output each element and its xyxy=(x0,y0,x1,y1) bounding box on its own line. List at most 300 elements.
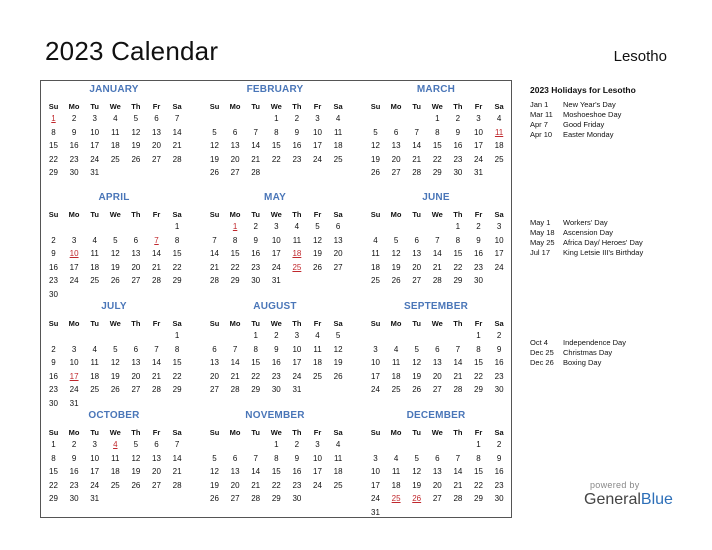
day-cell: 18 xyxy=(110,141,120,150)
day-cell: 10 xyxy=(313,127,322,137)
day-cell: 27 xyxy=(131,276,141,285)
day-cell: 13 xyxy=(152,453,161,463)
day-cell: 3 xyxy=(496,222,502,231)
day-cell: 7 xyxy=(174,114,180,123)
day-cell: 19 xyxy=(131,467,141,476)
day-cell: 5 xyxy=(315,222,320,231)
day-cell: 1 xyxy=(274,114,279,123)
day-cell: 26 xyxy=(210,494,219,503)
weekday-header: Mo xyxy=(68,102,80,111)
weekday-header: We xyxy=(109,102,121,111)
weekday-header: Mo xyxy=(229,102,241,111)
weekday-header: Th xyxy=(131,319,141,328)
day-cell: 8 xyxy=(476,453,481,463)
weekday-header: Sa xyxy=(333,428,343,437)
day-cell: 27 xyxy=(152,480,161,490)
day-cell: 15 xyxy=(453,249,463,258)
day-cell: 10 xyxy=(271,235,281,245)
day-cell: 5 xyxy=(393,235,399,245)
day-cell: 14 xyxy=(251,467,261,476)
day-cell: 12 xyxy=(313,235,322,245)
day-cell: 22 xyxy=(251,371,261,381)
day-cell: 17 xyxy=(474,141,483,150)
holiday-date: Oct 4 xyxy=(530,338,548,347)
day-cell: 15 xyxy=(474,358,483,367)
weekday-header: Tu xyxy=(90,102,99,111)
day-cell: 6 xyxy=(435,453,440,463)
day-cell: 21 xyxy=(230,371,240,381)
day-cell: 8 xyxy=(455,235,461,245)
weekday-header: Su xyxy=(370,319,381,328)
day-cell: 6 xyxy=(212,344,217,354)
day-cell: 24 xyxy=(371,494,380,503)
weekday-header: Fr xyxy=(313,319,322,328)
day-cell: 25 xyxy=(313,371,322,381)
day-cell: 29 xyxy=(230,276,240,285)
day-cell: 11 xyxy=(111,127,120,137)
holiday-date: May 18 xyxy=(530,228,555,237)
day-cell: 6 xyxy=(435,344,440,354)
day-cell: 21 xyxy=(453,371,463,381)
day-cell: 29 xyxy=(172,276,182,285)
day-cell: 15 xyxy=(172,249,182,258)
weekday-header: Sa xyxy=(494,210,504,219)
day-cell: 16 xyxy=(69,141,79,150)
day-cell: 25 xyxy=(494,154,504,164)
weekday-header: Su xyxy=(209,210,220,219)
day-cell: 25 xyxy=(90,276,100,285)
month-name: OCTOBER xyxy=(88,410,140,421)
day-cell: 6 xyxy=(133,235,139,245)
day-cell: 11 xyxy=(391,467,401,476)
day-cell: 3 xyxy=(92,440,97,449)
day-cell: 11 xyxy=(391,358,401,367)
day-cell: 20 xyxy=(333,249,343,258)
day-cell: 18 xyxy=(90,262,100,272)
day-cell: 27 xyxy=(432,494,442,503)
weekday-header: Th xyxy=(292,428,302,437)
day-cell: 6 xyxy=(232,453,238,463)
weekday-header: Th xyxy=(292,210,302,219)
day-cell: 11 xyxy=(313,344,322,354)
day-cell: 12 xyxy=(371,141,380,150)
day-cell: 7 xyxy=(253,453,258,463)
day-cell: 1 xyxy=(274,440,279,449)
day-cell: 11 xyxy=(333,453,343,463)
day-cell: 5 xyxy=(113,235,118,245)
day-cell: 11 xyxy=(90,358,99,367)
day-cell: 1 xyxy=(476,331,481,340)
day-cell: 5 xyxy=(414,344,419,354)
weekday-header: We xyxy=(109,428,121,437)
day-cell: 20 xyxy=(432,371,442,381)
day-cell: 10 xyxy=(474,127,483,137)
day-cell: 14 xyxy=(412,141,422,150)
day-cell: 3 xyxy=(373,344,378,354)
day-cell: 9 xyxy=(294,127,300,137)
holiday-date: Apr 7 xyxy=(530,120,548,129)
day-cell: 26 xyxy=(412,385,422,394)
holiday-day-cell: 26 xyxy=(412,494,422,503)
day-cell: 8 xyxy=(174,235,180,245)
month-name: JANUARY xyxy=(89,84,139,95)
day-cell: 15 xyxy=(271,467,281,476)
day-cell: 19 xyxy=(210,480,219,490)
holiday-date: Dec 26 xyxy=(530,358,554,367)
weekday-header: We xyxy=(270,319,282,328)
holiday-day-cell: 10 xyxy=(69,249,79,258)
holiday-day-cell: 18 xyxy=(292,249,302,258)
day-cell: 6 xyxy=(232,127,238,137)
day-cell: 28 xyxy=(412,168,422,177)
day-cell: 11 xyxy=(371,249,380,258)
weekday-header: Th xyxy=(453,210,463,219)
day-cell: 14 xyxy=(432,249,442,258)
holiday-day-cell: 4 xyxy=(113,440,118,449)
powered-by-text: powered by xyxy=(590,480,640,490)
day-cell: 8 xyxy=(232,235,238,245)
day-cell: 2 xyxy=(496,331,502,340)
weekday-header: Fr xyxy=(474,319,483,328)
day-cell: 9 xyxy=(51,249,56,258)
day-cell: 8 xyxy=(174,344,180,354)
day-cell: 2 xyxy=(253,222,258,231)
month-name: MARCH xyxy=(416,84,456,95)
day-cell: 26 xyxy=(371,168,380,177)
weekday-header: Sa xyxy=(172,210,182,219)
day-cell: 14 xyxy=(172,453,182,463)
day-cell: 22 xyxy=(172,371,182,381)
day-cell: 18 xyxy=(313,358,322,367)
weekday-header: Mo xyxy=(229,319,241,328)
weekday-header: Tu xyxy=(412,102,421,111)
day-cell: 11 xyxy=(90,249,99,258)
day-cell: 31 xyxy=(90,168,100,177)
day-cell: 24 xyxy=(69,385,79,394)
weekday-header: Th xyxy=(453,428,463,437)
day-cell: 20 xyxy=(210,371,219,381)
day-cell: 22 xyxy=(230,262,240,272)
day-cell: 22 xyxy=(49,480,58,490)
day-cell: 17 xyxy=(90,467,100,476)
country-name: Lesotho xyxy=(613,48,667,65)
day-cell: 16 xyxy=(292,141,302,150)
weekday-header: We xyxy=(270,428,282,437)
day-cell: 24 xyxy=(292,371,302,381)
day-cell: 23 xyxy=(474,262,483,272)
day-cell: 2 xyxy=(455,114,461,123)
day-cell: 24 xyxy=(90,480,100,490)
day-cell: 8 xyxy=(274,127,279,137)
day-cell: 23 xyxy=(69,154,79,164)
day-cell: 9 xyxy=(71,453,77,463)
day-cell: 21 xyxy=(432,262,442,272)
day-cell: 23 xyxy=(49,385,58,394)
day-cell: 16 xyxy=(271,358,281,367)
day-cell: 15 xyxy=(49,141,58,150)
day-cell: 8 xyxy=(274,453,279,463)
day-cell: 5 xyxy=(373,127,378,137)
weekday-header: Sa xyxy=(333,102,343,111)
day-cell: 27 xyxy=(432,385,442,394)
day-cell: 4 xyxy=(496,114,502,123)
weekday-header: Sa xyxy=(172,319,182,328)
day-cell: 27 xyxy=(152,154,161,164)
weekday-header: Fr xyxy=(152,102,161,111)
day-cell: 4 xyxy=(294,222,300,231)
weekday-header: Mo xyxy=(390,319,402,328)
day-cell: 14 xyxy=(453,467,463,476)
day-cell: 2 xyxy=(294,114,300,123)
day-cell: 10 xyxy=(371,358,380,367)
weekday-header: Fr xyxy=(474,102,483,111)
day-cell: 28 xyxy=(230,385,240,394)
weekday-header: Mo xyxy=(390,428,402,437)
day-cell: 8 xyxy=(51,453,56,463)
day-cell: 6 xyxy=(414,235,419,245)
day-cell: 12 xyxy=(131,453,141,463)
day-cell: 7 xyxy=(174,440,180,449)
day-cell: 14 xyxy=(152,358,161,367)
day-cell: 3 xyxy=(274,222,279,231)
holiday-date: May 1 xyxy=(530,218,551,227)
day-cell: 3 xyxy=(71,235,77,245)
day-cell: 20 xyxy=(432,480,442,490)
day-cell: 4 xyxy=(373,235,378,245)
day-cell: 6 xyxy=(335,222,341,231)
day-cell: 7 xyxy=(414,127,419,137)
day-cell: 5 xyxy=(414,453,419,463)
day-cell: 30 xyxy=(453,168,463,177)
holiday-day-cell: 25 xyxy=(391,494,401,503)
day-cell: 26 xyxy=(131,154,141,164)
day-cell: 27 xyxy=(391,168,401,177)
day-cell: 12 xyxy=(210,141,219,150)
day-cell: 24 xyxy=(271,262,281,272)
day-cell: 19 xyxy=(110,371,120,381)
month-name: MAY xyxy=(264,192,286,203)
day-cell: 16 xyxy=(474,249,483,258)
day-cell: 4 xyxy=(113,114,118,123)
day-cell: 7 xyxy=(455,344,461,354)
day-cell: 31 xyxy=(292,385,302,394)
day-cell: 25 xyxy=(371,276,380,285)
holiday-day-cell: 17 xyxy=(69,371,79,381)
generalblue-logo[interactable] xyxy=(584,491,673,509)
day-cell: 25 xyxy=(333,154,343,164)
day-cell: 1 xyxy=(174,222,180,231)
day-cell: 14 xyxy=(172,127,182,137)
weekday-header: Fr xyxy=(474,210,483,219)
day-cell: 11 xyxy=(111,453,120,463)
day-cell: 5 xyxy=(133,440,139,449)
weekday-header: Th xyxy=(292,319,302,328)
weekday-header: Su xyxy=(209,428,220,437)
day-cell: 13 xyxy=(333,235,343,245)
holiday-day-cell: 25 xyxy=(292,262,302,272)
day-cell: 23 xyxy=(271,371,281,381)
holiday-date: Dec 25 xyxy=(530,348,554,357)
day-cell: 1 xyxy=(174,331,180,340)
day-cell: 13 xyxy=(131,358,141,367)
weekday-header: Tu xyxy=(90,428,99,437)
day-cell: 21 xyxy=(251,480,261,490)
month-name: FEBRUARY xyxy=(246,84,304,95)
day-cell: 23 xyxy=(292,480,302,490)
day-cell: 27 xyxy=(412,276,422,285)
day-cell: 22 xyxy=(49,154,58,164)
day-cell: 5 xyxy=(212,127,217,137)
day-cell: 17 xyxy=(90,141,100,150)
weekday-header: Mo xyxy=(68,428,80,437)
day-cell: 21 xyxy=(152,262,161,272)
day-cell: 6 xyxy=(133,344,139,354)
day-cell: 23 xyxy=(49,276,58,285)
day-cell: 19 xyxy=(131,141,141,150)
day-cell: 26 xyxy=(131,480,141,490)
day-cell: 15 xyxy=(230,249,240,258)
day-cell: 17 xyxy=(313,141,322,150)
day-cell: 31 xyxy=(271,276,281,285)
weekday-header: Tu xyxy=(251,428,260,437)
weekday-header: We xyxy=(431,428,443,437)
weekday-header: Mo xyxy=(229,428,241,437)
day-cell: 20 xyxy=(391,154,401,164)
day-cell: 26 xyxy=(110,276,120,285)
day-cell: 15 xyxy=(172,358,182,367)
day-cell: 11 xyxy=(333,127,343,137)
day-cell: 17 xyxy=(292,358,302,367)
day-cell: 7 xyxy=(232,344,238,354)
day-cell: 9 xyxy=(496,453,502,463)
day-cell: 29 xyxy=(474,385,483,394)
day-cell: 26 xyxy=(110,385,120,394)
weekday-header: Tu xyxy=(251,319,260,328)
day-cell: 17 xyxy=(371,480,380,490)
day-cell: 30 xyxy=(69,494,79,503)
day-cell: 2 xyxy=(476,222,481,231)
day-cell: 13 xyxy=(230,141,240,150)
weekday-header: Sa xyxy=(172,428,182,437)
day-cell: 30 xyxy=(49,398,58,408)
day-cell: 22 xyxy=(172,262,182,272)
page-title: 2023 Calendar xyxy=(45,36,219,66)
day-cell: 22 xyxy=(432,154,442,164)
weekday-header: We xyxy=(431,210,443,219)
weekday-header: Mo xyxy=(68,210,80,219)
weekday-header: Th xyxy=(131,102,141,111)
day-cell: 26 xyxy=(391,276,401,285)
day-cell: 30 xyxy=(271,385,281,394)
holiday-name: Boxing Day xyxy=(563,358,602,367)
weekday-header: Mo xyxy=(390,102,402,111)
day-cell: 22 xyxy=(271,480,281,490)
brand-blue: Blue xyxy=(640,491,673,508)
weekday-header: Su xyxy=(48,102,59,111)
day-cell: 14 xyxy=(230,358,240,367)
day-cell: 29 xyxy=(251,385,261,394)
day-cell: 21 xyxy=(210,262,219,272)
month-name: NOVEMBER xyxy=(245,410,305,421)
day-cell: 1 xyxy=(253,331,258,340)
day-cell: 9 xyxy=(253,235,258,245)
day-cell: 12 xyxy=(391,249,401,258)
day-cell: 4 xyxy=(335,114,341,123)
day-cell: 27 xyxy=(210,385,219,394)
day-cell: 23 xyxy=(453,154,463,164)
day-cell: 16 xyxy=(49,371,58,381)
day-cell: 16 xyxy=(453,141,463,150)
day-cell: 4 xyxy=(92,344,97,354)
day-cell: 16 xyxy=(292,467,302,476)
day-cell: 19 xyxy=(333,358,343,367)
day-cell: 19 xyxy=(391,262,401,272)
day-cell: 2 xyxy=(51,344,56,354)
day-cell: 12 xyxy=(110,249,120,258)
day-cell: 20 xyxy=(152,467,161,476)
day-cell: 7 xyxy=(253,127,258,137)
weekday-header: Fr xyxy=(474,428,483,437)
weekday-header: Th xyxy=(131,210,141,219)
holiday-name: Christmas Day xyxy=(563,348,613,357)
day-cell: 24 xyxy=(494,262,504,272)
day-cell: 31 xyxy=(474,168,483,177)
day-cell: 13 xyxy=(131,249,141,258)
day-cell: 9 xyxy=(455,127,461,137)
day-cell: 15 xyxy=(271,141,281,150)
day-cell: 24 xyxy=(313,154,322,164)
weekday-header: Tu xyxy=(90,319,99,328)
day-cell: 12 xyxy=(412,467,422,476)
day-cell: 17 xyxy=(313,467,322,476)
day-cell: 21 xyxy=(453,480,463,490)
day-cell: 28 xyxy=(251,168,261,177)
day-cell: 22 xyxy=(271,154,281,164)
day-cell: 30 xyxy=(292,494,302,503)
day-cell: 6 xyxy=(154,114,159,123)
day-cell: 8 xyxy=(253,344,258,354)
day-cell: 1 xyxy=(435,114,440,123)
weekday-header: Su xyxy=(370,428,381,437)
day-cell: 28 xyxy=(210,276,219,285)
weekday-header: Fr xyxy=(152,210,161,219)
holiday-date: Jul 17 xyxy=(530,248,551,257)
day-cell: 20 xyxy=(230,154,240,164)
day-cell: 27 xyxy=(333,262,343,272)
holiday-name: Workers' Day xyxy=(563,218,608,227)
day-cell: 19 xyxy=(210,154,219,164)
day-cell: 7 xyxy=(435,235,440,245)
weekday-header: Tu xyxy=(251,102,260,111)
day-cell: 20 xyxy=(131,371,141,381)
day-cell: 13 xyxy=(152,127,161,137)
day-cell: 4 xyxy=(393,453,399,463)
weekday-header: Su xyxy=(209,102,220,111)
weekday-header: We xyxy=(270,210,282,219)
day-cell: 15 xyxy=(474,467,483,476)
weekday-header: We xyxy=(109,210,121,219)
weekday-header: Su xyxy=(48,319,59,328)
day-cell: 14 xyxy=(453,358,463,367)
day-cell: 2 xyxy=(496,440,502,449)
day-cell: 28 xyxy=(152,385,161,394)
weekday-header: Su xyxy=(48,428,59,437)
day-cell: 13 xyxy=(412,249,422,258)
day-cell: 15 xyxy=(251,358,261,367)
day-cell: 2 xyxy=(71,114,77,123)
holiday-day-cell: 1 xyxy=(232,222,238,231)
day-cell: 3 xyxy=(92,114,97,123)
